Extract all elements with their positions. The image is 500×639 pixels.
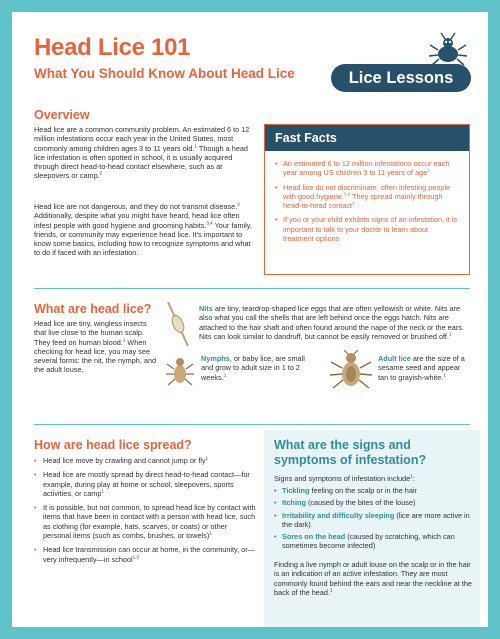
fast-fact-item: • Head lice do not discriminate, often infesting people with good hygiene.$^{3,4}$ They spread mainly through head-to-head contact$^1$ xyxy=(275,183,461,211)
nit-icon xyxy=(162,302,194,346)
overview-paragraph-1: Head lice are a common community problem. An estimated 6 to 12 million infestations occur each year in the United States, most commonly among children ages 3 to 11 years old.$^1$ Though a head lice infestation is often spotted in school, it is usually acquired through direct head-to-head contact elsewhere, such as at sleepovers or camp.$^2$ xyxy=(34,125,250,181)
fast-facts-box xyxy=(264,124,470,275)
fast-facts-list xyxy=(265,151,469,243)
sign-item: • Irritability and difficulty sleeping (lice are more active in the dark) xyxy=(274,511,474,530)
sign-item: • Sores on the head (caused by scratching, which can sometimes become infected) xyxy=(274,532,474,551)
page-subtitle: What You Should Know About Head Lice xyxy=(34,66,295,81)
louse-logo-icon xyxy=(424,32,472,68)
spread-item: • Head lice transmission can occur at home, in the community, or—very infrequently—in school$^{1,3}$ xyxy=(34,545,256,564)
nymph-description: Nymphs, or baby lice, are small and grow to adult size in 1 to 2 weeks.$^1$ xyxy=(201,354,305,382)
fast-fact-item: • An estimated 6 to 12 million infestations occur each year among US children 3 to 11 years of age$^1$ xyxy=(275,159,461,178)
overview-heading: Overview xyxy=(34,108,90,122)
what-are-lice-paragraph: Head lice are tiny, wingless insects that live close to the human scalp. They feed on human blood.$^1$ When checking for head lice, you may see several forms: the nit, the nymph, and the adult louse. xyxy=(34,319,157,375)
sign-item: • Itching (caused by the bites of the louse) xyxy=(274,498,474,507)
adult-louse-description: Adult lice are the size of a sesame seed and appear tan to grayish-white.$^1$ xyxy=(378,354,465,382)
adult-louse-icon xyxy=(328,350,374,390)
signs-heading: What are the signs and symptoms of infestation? xyxy=(274,438,427,467)
section-divider xyxy=(34,424,470,425)
spread-item: • It is possible, but not common, to spread head lice by contact with items that have been in contact with a person with head lice, such as clothing (for example, hats, scarves, or coats) or other personal items (such as combs, brushes, or towels)$^1$ xyxy=(34,503,256,540)
nymph-icon xyxy=(164,354,196,388)
fast-facts-heading: Fast Facts xyxy=(265,125,469,151)
page-title: Head Lice 101 xyxy=(34,34,191,61)
signs-outro: Finding a live nymph or adult louse on the scalp or in the hair is an indication of an active infestation. They are most commonly found behind the ears and near the neckline at the back of the head.$^1$ xyxy=(274,560,472,597)
overview-paragraph-2: Head lice are not dangerous, and they do not transmit disease.$^2$ Additionally, despite what you might have heard, head lice often infest people with good hygiene and grooming habits.$^{3,4}$ Your family, friends, or community may experience head lice. It's important to know some basics, including how to recognize symptoms and what to do if faced with an infestation. xyxy=(34,201,252,258)
signs-box xyxy=(264,430,480,627)
document-page xyxy=(12,12,488,627)
spread-heading: How are head lice spread? xyxy=(34,438,192,452)
brand-badge: Lice Lessons xyxy=(331,64,471,92)
fast-fact-item: • If you or your child exhibits signs of an infestation, it is important to talk to your doctor to learn about treatment options xyxy=(275,215,461,243)
signs-list xyxy=(274,486,474,554)
spread-item: • Head lice are mostly spread by direct head-to-head contact—for example, during play at home or school, sleepovers, sports activities, or camp$^1$ xyxy=(34,470,256,498)
spread-list xyxy=(34,456,256,569)
what-are-lice-heading: What are head lice? xyxy=(34,302,152,316)
nits-description: Nits are tiny, teardrop-shaped lice eggs that are often yellowish or white. Nits are also what you call the shells that are left behind once the eggs hatch. Nits are attached to the hair shaft and often found around the nape of the neck or the ears. Nits can look similar to dandruff, but cannot be easily removed or brushed off.$^1$ xyxy=(199,304,464,341)
signs-intro: Signs and symptoms of infestation include$^1$: xyxy=(274,473,415,483)
sign-item: • Tickling feeling on the scalp or in the hair xyxy=(274,486,474,495)
spread-item: • Head lice move by crawling and cannot jump or fly$^1$ xyxy=(34,456,256,465)
section-divider xyxy=(34,288,470,289)
